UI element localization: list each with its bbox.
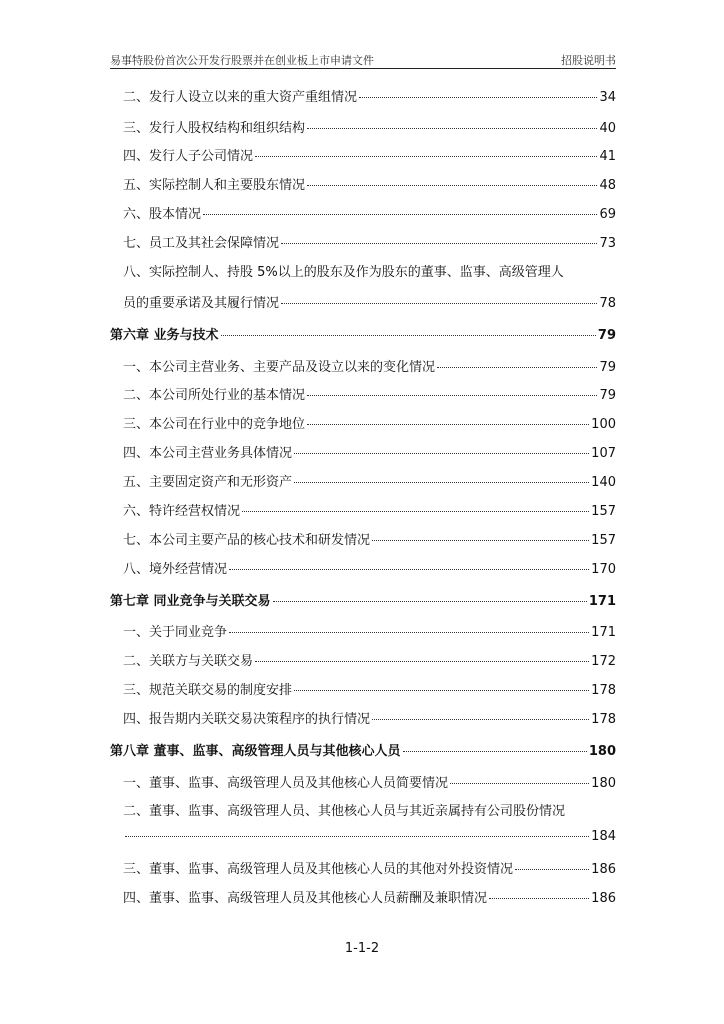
toc-entry[interactable] [110, 117, 616, 137]
toc-page-number: 48 [599, 178, 616, 193]
toc-entry-title: 四、董事、监事、高级管理人员及其他核心人员薪酬及兼职情况 [123, 891, 488, 906]
toc-leader-dots [255, 156, 597, 157]
toc-entry-title: 三、董事、监事、高级管理人员及其他核心人员的其他对外投资情况 [123, 862, 514, 877]
toc-leader-dots [307, 128, 597, 129]
toc-entry[interactable] [110, 679, 616, 699]
toc-leader-dots [203, 214, 597, 215]
toc-entry-title: 一、关于同业竞争 [123, 625, 228, 640]
toc-page-number: 40 [599, 121, 616, 136]
toc-leader-dots [515, 869, 589, 870]
toc-entry[interactable] [110, 829, 616, 849]
toc-entry[interactable] [110, 858, 616, 878]
toc-entry-title: 员的重要承诺及其履行情况 [123, 296, 280, 311]
toc-entry[interactable] [110, 261, 616, 281]
toc-leader-dots [229, 632, 589, 633]
toc-leader-dots [307, 395, 597, 396]
toc-leader-dots [221, 335, 596, 336]
toc-entry-title: 八、境外经营情况 [123, 562, 228, 577]
toc-entry[interactable] [110, 650, 616, 670]
toc-page-number: 34 [599, 90, 616, 105]
toc-entry-title: 五、实际控制人和主要股东情况 [123, 178, 306, 193]
toc-leader-dots [125, 836, 589, 837]
toc-page-number: 157 [591, 504, 616, 519]
toc-entry-title: 八、实际控制人、持股 5%以上的股东及作为股东的董事、监事、高级管理人 [123, 265, 564, 280]
toc-page-number: 73 [599, 236, 616, 251]
toc-entry-title: 二、本公司所处行业的基本情况 [123, 388, 306, 403]
toc-entry[interactable] [110, 621, 616, 641]
toc-chapter-entry[interactable] [110, 590, 616, 610]
toc-page-number: 180 [588, 744, 616, 759]
toc-entry[interactable] [110, 232, 616, 252]
toc-entry-title: 二、发行人设立以来的重大资产重组情况 [123, 90, 358, 105]
toc-page-number: 186 [591, 891, 616, 906]
toc-leader-dots [273, 601, 587, 602]
toc-entry[interactable] [110, 413, 616, 433]
toc-page-number: 180 [591, 776, 616, 791]
toc-page-number: 107 [591, 446, 616, 461]
toc-leader-dots [294, 690, 589, 691]
toc-leader-dots [372, 719, 589, 720]
toc-entry-title: 一、本公司主营业务、主要产品及设立以来的变化情况 [123, 360, 436, 375]
toc-page-number: 171 [588, 594, 616, 609]
toc-leader-dots [294, 453, 589, 454]
toc-entry[interactable] [110, 356, 616, 376]
toc-page-number: 41 [599, 149, 616, 164]
toc-leader-dots [294, 482, 589, 483]
toc-page-number: 184 [591, 829, 616, 844]
toc-entry[interactable] [110, 292, 616, 312]
toc-entry-title: 六、股本情况 [123, 207, 202, 222]
toc-page-number: 140 [591, 475, 616, 490]
toc-entry-title: 第七章 同业竞争与关联交易 [110, 594, 271, 609]
toc-entry-title: 六、特许经营权情况 [123, 504, 241, 519]
toc-entry-title: 三、发行人股权结构和组织结构 [123, 121, 306, 136]
toc-leader-dots [307, 424, 589, 425]
toc-leader-dots [489, 898, 589, 899]
toc-entry[interactable] [110, 174, 616, 194]
toc-entry-title: 七、员工及其社会保障情况 [123, 236, 280, 251]
toc-entry-title: 二、董事、监事、高级管理人员、其他核心人员与其近亲属持有公司股份情况 [123, 804, 566, 819]
toc-page-number: 172 [591, 654, 616, 669]
toc-page-number: 170 [591, 562, 616, 577]
toc-entry-title: 一、董事、监事、高级管理人员及其他核心人员简要情况 [123, 776, 449, 791]
toc-entry-title: 七、本公司主要产品的核心技术和研发情况 [123, 533, 371, 548]
toc-entry[interactable] [110, 86, 616, 106]
toc-page-number: 78 [599, 296, 616, 311]
toc-leader-dots [437, 367, 597, 368]
toc-entry[interactable] [110, 800, 616, 820]
toc-entry-title: 三、规范关联交易的制度安排 [123, 683, 293, 698]
toc-chapter-entry[interactable] [110, 740, 616, 760]
toc-leader-dots [255, 661, 589, 662]
toc-entry[interactable] [110, 887, 616, 907]
toc-page-number: 178 [591, 683, 616, 698]
toc-entry-title: 四、发行人子公司情况 [123, 149, 254, 164]
toc-leader-dots [450, 783, 589, 784]
toc-leader-dots [281, 303, 597, 304]
toc-entry[interactable] [110, 772, 616, 792]
header-document-type: 招股说明书 [561, 54, 616, 67]
toc-entry[interactable] [110, 471, 616, 491]
toc-leader-dots [307, 185, 597, 186]
toc-entry[interactable] [110, 442, 616, 462]
toc-entry-title: 四、本公司主营业务具体情况 [123, 446, 293, 461]
toc-leader-dots [372, 540, 589, 541]
toc-entry[interactable] [110, 708, 616, 728]
toc-entry[interactable] [110, 500, 616, 520]
toc-leader-dots [242, 511, 589, 512]
toc-page-number: 157 [591, 533, 616, 548]
toc-page-number: 79 [599, 360, 616, 375]
page-header [110, 52, 616, 69]
toc-entry[interactable] [110, 529, 616, 549]
toc-entry[interactable] [110, 145, 616, 165]
toc-entry[interactable] [110, 384, 616, 404]
toc-page-number: 186 [591, 862, 616, 877]
toc-entry-title: 第八章 董事、监事、高级管理人员与其他核心人员 [110, 744, 401, 759]
toc-entry[interactable] [110, 203, 616, 223]
toc-chapter-entry[interactable] [110, 324, 616, 344]
toc-entry-title: 三、本公司在行业中的竞争地位 [123, 417, 306, 432]
toc-page-number: 79 [599, 388, 616, 403]
toc-page-number: 178 [591, 712, 616, 727]
toc-page-number: 79 [597, 328, 616, 343]
toc-entry-title: 二、关联方与关联交易 [123, 654, 254, 669]
toc-page-number: 100 [591, 417, 616, 432]
toc-leader-dots [281, 243, 597, 244]
toc-leader-dots [403, 751, 587, 752]
toc-page-number: 69 [599, 207, 616, 222]
toc-leader-dots [359, 97, 597, 98]
page-number: 1-1-2 [344, 941, 380, 956]
toc-entry-title: 五、主要固定资产和无形资产 [123, 475, 293, 490]
toc-entry-title: 四、报告期内关联交易决策程序的执行情况 [123, 712, 371, 727]
toc-page-number: 171 [591, 625, 616, 640]
toc-entry[interactable] [110, 558, 616, 578]
header-document-title: 易事特股份首次公开发行股票并在创业板上市申请文件 [110, 54, 374, 67]
toc-entry-title: 第六章 业务与技术 [110, 328, 219, 343]
toc-leader-dots [229, 569, 589, 570]
